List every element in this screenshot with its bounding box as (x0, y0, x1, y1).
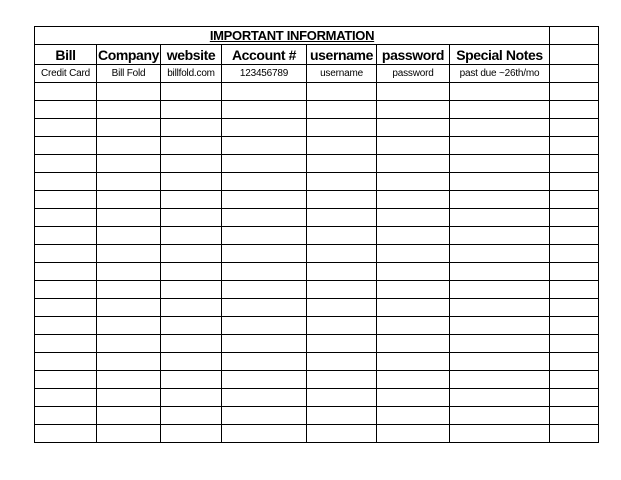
table-cell (307, 83, 377, 101)
table-cell (222, 371, 307, 389)
table-cell (550, 299, 599, 317)
table-cell (222, 263, 307, 281)
table-cell (550, 335, 599, 353)
table-cell (450, 425, 550, 443)
table-cell (307, 281, 377, 299)
table-cell (97, 173, 161, 191)
table-cell (222, 425, 307, 443)
table-row (35, 101, 599, 119)
table-cell (35, 281, 97, 299)
table-cell (35, 245, 97, 263)
table-cell (161, 335, 222, 353)
table-cell (377, 353, 450, 371)
page-title: IMPORTANT INFORMATION (35, 27, 550, 45)
important-info-table (34, 26, 599, 443)
table-cell (377, 299, 450, 317)
table-cell (550, 371, 599, 389)
table-cell (161, 227, 222, 245)
table-row (35, 119, 599, 137)
table-cell (307, 137, 377, 155)
table-cell: Bill Fold (97, 65, 161, 83)
table-cell (307, 335, 377, 353)
column-header: Company (98, 46, 159, 63)
table-cell (97, 299, 161, 317)
table-cell (222, 119, 307, 137)
table-cell (377, 335, 450, 353)
table-cell (222, 155, 307, 173)
table-cell (307, 245, 377, 263)
table-row (35, 155, 599, 173)
table-cell (550, 191, 599, 209)
table-cell (97, 191, 161, 209)
table-cell (377, 245, 450, 263)
table-cell (161, 389, 222, 407)
table-cell (377, 281, 450, 299)
table-cell (450, 191, 550, 209)
table-cell (307, 191, 377, 209)
table-cell (35, 353, 97, 371)
column-header: username (307, 45, 377, 65)
table-cell (97, 101, 161, 119)
table-cell (450, 281, 550, 299)
table-cell (97, 83, 161, 101)
table-cell: Credit Card (35, 65, 97, 83)
table-cell (161, 155, 222, 173)
table-cell (35, 317, 97, 335)
table-cell (450, 245, 550, 263)
table-cell (97, 209, 161, 227)
table-cell (161, 83, 222, 101)
table-row (35, 263, 599, 281)
table-cell (35, 263, 97, 281)
table-cell (550, 83, 599, 101)
table-row (35, 353, 599, 371)
column-header (550, 45, 599, 65)
table-cell (161, 119, 222, 137)
table-cell (222, 281, 307, 299)
table-cell (550, 317, 599, 335)
table-cell (377, 155, 450, 173)
table-cell (35, 389, 97, 407)
table-cell (550, 389, 599, 407)
column-header: Bill (35, 45, 97, 65)
table-cell: password (377, 65, 450, 83)
table-cell (161, 209, 222, 227)
table-cell (550, 227, 599, 245)
table-cell (550, 209, 599, 227)
table-cell (307, 353, 377, 371)
table-cell (97, 227, 161, 245)
table-cell (222, 245, 307, 263)
table-cell (377, 371, 450, 389)
table-cell: 123456789 (222, 65, 307, 83)
table-cell (307, 263, 377, 281)
table-row (35, 65, 599, 83)
table-cell (222, 335, 307, 353)
table-cell (161, 263, 222, 281)
table-row (35, 209, 599, 227)
table-row (35, 335, 599, 353)
table-cell (97, 137, 161, 155)
table-row (35, 83, 599, 101)
table-cell (222, 353, 307, 371)
table-cell (97, 371, 161, 389)
table-cell (35, 407, 97, 425)
table-cell (222, 317, 307, 335)
table-row (35, 245, 599, 263)
table-cell (307, 371, 377, 389)
column-header: website (161, 45, 222, 65)
table-cell (450, 137, 550, 155)
table-cell (97, 263, 161, 281)
table-cell (450, 83, 550, 101)
column-header: Special Notes (450, 45, 550, 65)
table-cell (550, 353, 599, 371)
table-cell (450, 119, 550, 137)
table-row (35, 173, 599, 191)
table-cell (97, 407, 161, 425)
table-cell (97, 389, 161, 407)
table-cell (222, 407, 307, 425)
table-cell (377, 407, 450, 425)
table-cell (377, 119, 450, 137)
table-cell (161, 281, 222, 299)
table-cell (161, 317, 222, 335)
table-cell (377, 83, 450, 101)
table-cell (35, 227, 97, 245)
table-row (35, 407, 599, 425)
table-cell (222, 83, 307, 101)
title-row (35, 27, 599, 45)
table-cell (450, 173, 550, 191)
table-cell (550, 65, 599, 83)
table-cell (377, 173, 450, 191)
table-row (35, 389, 599, 407)
table-cell (450, 155, 550, 173)
table-cell (35, 137, 97, 155)
table-row (35, 425, 599, 443)
table-cell (161, 101, 222, 119)
table-row (35, 299, 599, 317)
table-cell (377, 209, 450, 227)
table-cell (377, 137, 450, 155)
table-cell (307, 101, 377, 119)
table-cell (307, 317, 377, 335)
table-cell (307, 425, 377, 443)
table-row (35, 191, 599, 209)
table-cell (450, 209, 550, 227)
table-cell (35, 335, 97, 353)
table-row (35, 317, 599, 335)
table-cell (161, 353, 222, 371)
table-cell (161, 407, 222, 425)
table-cell (35, 425, 97, 443)
table-cell (222, 191, 307, 209)
table-cell (97, 119, 161, 137)
table-cell (377, 263, 450, 281)
table-cell (35, 101, 97, 119)
table-row (35, 371, 599, 389)
table-cell (450, 317, 550, 335)
table-row (35, 281, 599, 299)
table-cell (222, 137, 307, 155)
table-cell (450, 407, 550, 425)
table-cell (307, 407, 377, 425)
table-cell (35, 155, 97, 173)
table-cell (161, 137, 222, 155)
title-row-extra-cell (550, 27, 599, 45)
table-cell (307, 299, 377, 317)
table-cell: past due ~26th/mo (450, 65, 550, 83)
table-cell (222, 227, 307, 245)
table-cell (550, 407, 599, 425)
table-cell (550, 263, 599, 281)
table-cell (450, 389, 550, 407)
table-cell (97, 155, 161, 173)
table-cell: billfold.com (161, 65, 222, 83)
table-cell (35, 191, 97, 209)
table-cell (97, 281, 161, 299)
column-header: password (377, 45, 450, 65)
table-cell (97, 335, 161, 353)
table-cell (450, 299, 550, 317)
table-cell (97, 353, 161, 371)
table-cell (222, 173, 307, 191)
table-cell (307, 119, 377, 137)
table-cell (377, 389, 450, 407)
table-cell (550, 137, 599, 155)
table-cell (35, 371, 97, 389)
table-cell (307, 389, 377, 407)
table-cell (550, 425, 599, 443)
header-row (35, 45, 599, 65)
table-cell (550, 119, 599, 137)
table-cell (161, 245, 222, 263)
column-header: Account # (222, 45, 307, 65)
table-cell (161, 173, 222, 191)
table-cell (161, 299, 222, 317)
table-cell (35, 299, 97, 317)
table-cell (35, 209, 97, 227)
table-cell (377, 101, 450, 119)
table-cell (450, 263, 550, 281)
table-cell (450, 101, 550, 119)
table-cell (550, 173, 599, 191)
table-cell (550, 245, 599, 263)
table-cell (161, 425, 222, 443)
table-cell (35, 173, 97, 191)
table-row (35, 137, 599, 155)
table-cell (161, 371, 222, 389)
table-cell (97, 317, 161, 335)
table-cell (550, 155, 599, 173)
table-cell (307, 227, 377, 245)
table-cell (307, 155, 377, 173)
table-cell (97, 425, 161, 443)
table-cell (550, 281, 599, 299)
table-cell (450, 371, 550, 389)
table-cell (377, 227, 450, 245)
table-cell (222, 389, 307, 407)
table-cell (550, 101, 599, 119)
table-cell (161, 191, 222, 209)
table-cell (377, 317, 450, 335)
table-cell (35, 119, 97, 137)
table-cell (307, 209, 377, 227)
table-cell (450, 353, 550, 371)
table-cell (450, 227, 550, 245)
table-cell (222, 299, 307, 317)
table-cell (377, 191, 450, 209)
table-cell (450, 335, 550, 353)
table-row (35, 227, 599, 245)
table-cell (377, 425, 450, 443)
table-cell: username (307, 65, 377, 83)
table-cell (35, 83, 97, 101)
table-cell (307, 173, 377, 191)
table-cell (97, 245, 161, 263)
table-cell (222, 101, 307, 119)
table-cell (222, 209, 307, 227)
